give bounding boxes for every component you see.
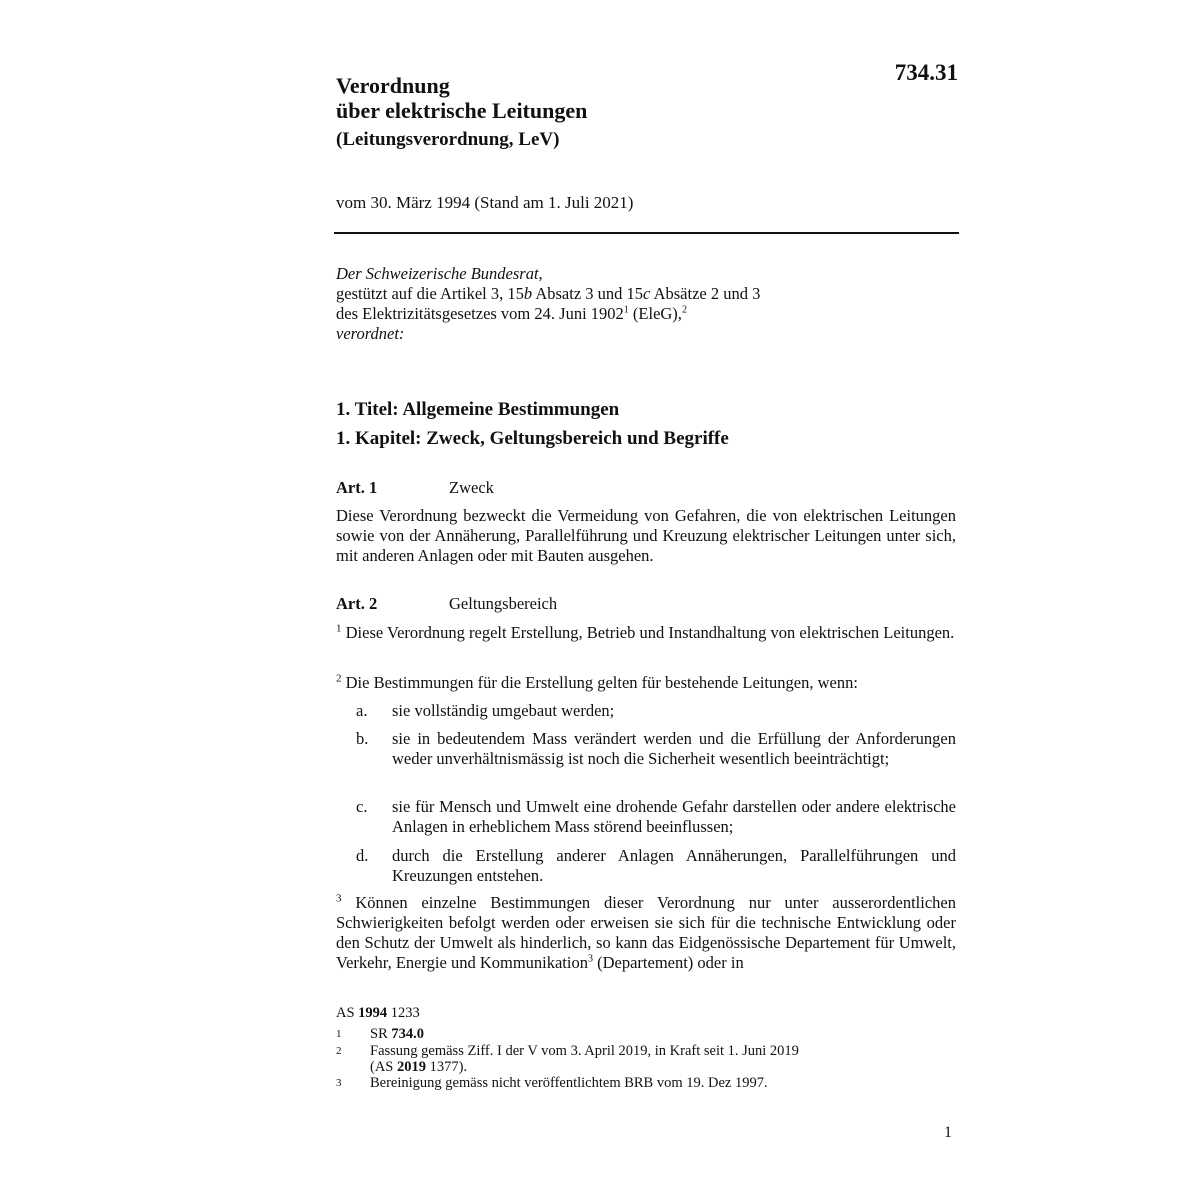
paragraph-text: Diese Verordnung regelt Erstellung, Betrieb und Instandhaltung von elektrischen Leitungen. [341,623,955,642]
article-1-number: Art. 1 [336,478,378,497]
list-letter: a. [356,701,368,720]
date-line: vom 30. März 1994 (Stand am 1. Juli 2021) [336,193,634,212]
footnote-1 [336,1026,956,1042]
footnote-1-prefix: SR [370,1026,392,1042]
article-2-paragraph-3 [336,893,956,973]
preamble-basis [336,284,956,304]
list-item-d [356,846,956,886]
footnote-2-line2-bold: 2019 [397,1059,426,1075]
title-heading: 1. Titel: Allgemeine Bestimmungen [336,399,620,420]
article-2-heading [336,594,557,614]
basis-text-d: c [643,284,651,303]
list-letter: d. [356,846,369,865]
list-text: durch die Erstellung anderer Anlagen Annäherungen, Parallelführungen und Kreuzungen entstehen. [392,846,956,885]
chapter-heading: 1. Kapitel: Zweck, Geltungsbereich und Begriffe [336,428,729,449]
title-line-2: über elektrische Leitungen [336,98,588,123]
footnote-ref-3[interactable]: 3 [587,953,593,965]
paragraph-text-end: (Departement) oder in [592,953,744,972]
preamble-basis-line2 [336,304,956,324]
footnote-text [370,1026,956,1042]
preamble-authority: Der Schweizerische Bundesrat, [336,264,543,283]
footnote-2-line1: Fassung gemäss Ziff. I der V vom 3. April 2019, in Kraft seit 1. Juni 2019 [370,1043,799,1059]
list-letter: c. [356,797,368,816]
footnote-ref-1[interactable]: 1 [623,304,629,316]
article-1-heading [336,478,494,498]
basis-line2-end: (EleG), [628,304,682,323]
as-prefix: AS [336,1005,359,1021]
preamble [336,264,956,344]
article-2-name: Geltungsbereich [449,594,558,613]
article-1-text: Diese Verordnung bezweckt die Vermeidung von Gefahren, die von elektrischen Leitungen sowie von der Annäherung, Parallelführung und Kreuzung elektrischer Leitungen unter sich, mit anderen Anlagen oder mit Bauten ausgehen. [336,506,956,565]
footnote-number: 1 [336,1028,342,1040]
list-item-b [356,729,956,769]
sr-number: 734.31 [894,60,958,85]
footnote-text [370,1043,956,1075]
list-text: sie für Mensch und Umwelt eine drohende Gefahr darstellen oder andere elektrische Anlagen in erheblichem Mass störend beeinflussen; [392,797,956,836]
paragraph-text: Können einzelne Bestimmungen dieser Verordnung nur unter ausserordentlichen Schwierigkeiten befolgt werden oder erweisen sie sich für die technische Entwicklung oder den Schutz der Umwelt als hinderlich, so kann das Eidgenössische Departement für Umwelt, Verkehr, Energie und Kommunikation [336,893,956,972]
list-letter: b. [356,729,369,748]
article-2-paragraph-2 [336,673,956,693]
list-item-c [356,797,956,837]
official-compilation-ref [336,1005,420,1022]
as-year: 1994 [358,1005,388,1021]
footnote-number: 3 [336,1077,342,1089]
list-text: sie in bedeutendem Mass verändert werden und die Erfüllung der Anforderungen weder unverhältnismässig ist noch die Sicherheit wesentlich beeinträchtigt; [392,729,956,768]
preamble-ordains: verordnet: [336,324,405,343]
footnote-2-line2-rest: 1377). [426,1059,468,1075]
article-1-name: Zweck [449,478,494,497]
basis-text-a: gestützt auf die Artikel 3, 15 [336,284,524,303]
as-page: 1233 [387,1005,420,1021]
footnote-text: Bereinigung gemäss nicht veröffentlichtem BRB vom 19. Dez 1997. [370,1075,768,1091]
footnote-1-bold: 734.0 [391,1026,424,1042]
basis-text-b: b [523,284,533,303]
footnote-ref-2[interactable]: 2 [681,304,687,316]
list-text: sie vollständig umgebaut werden; [392,701,615,720]
title-line-1: Verordnung [336,73,450,98]
paragraph-number: 3 [336,892,342,905]
subtitle: (Leitungsverordnung, LeV) [336,129,560,150]
footnote-2-line2-prefix: (AS [370,1059,397,1075]
paragraph-text: Die Bestimmungen für die Erstellung gelten für bestehende Leitungen, wenn: [341,673,858,692]
article-2-number: Art. 2 [336,594,378,613]
footnote-3 [336,1075,956,1091]
title-block [336,73,856,152]
paragraph-number: 1 [336,622,342,635]
footnote-number: 2 [336,1045,342,1057]
article-2-paragraph-1 [336,623,956,643]
basis-text-c: Absatz 3 und 15 [532,284,644,303]
basis-text-e: Absätze 2 und 3 [650,284,761,303]
basis-line2: des Elektrizitätsgesetzes vom 24. Juni 1902 [336,304,624,323]
list-item-a [356,701,956,721]
divider [334,232,959,234]
footnote-2 [336,1043,956,1075]
page-number: 1 [944,1124,952,1141]
paragraph-number: 2 [336,672,342,685]
